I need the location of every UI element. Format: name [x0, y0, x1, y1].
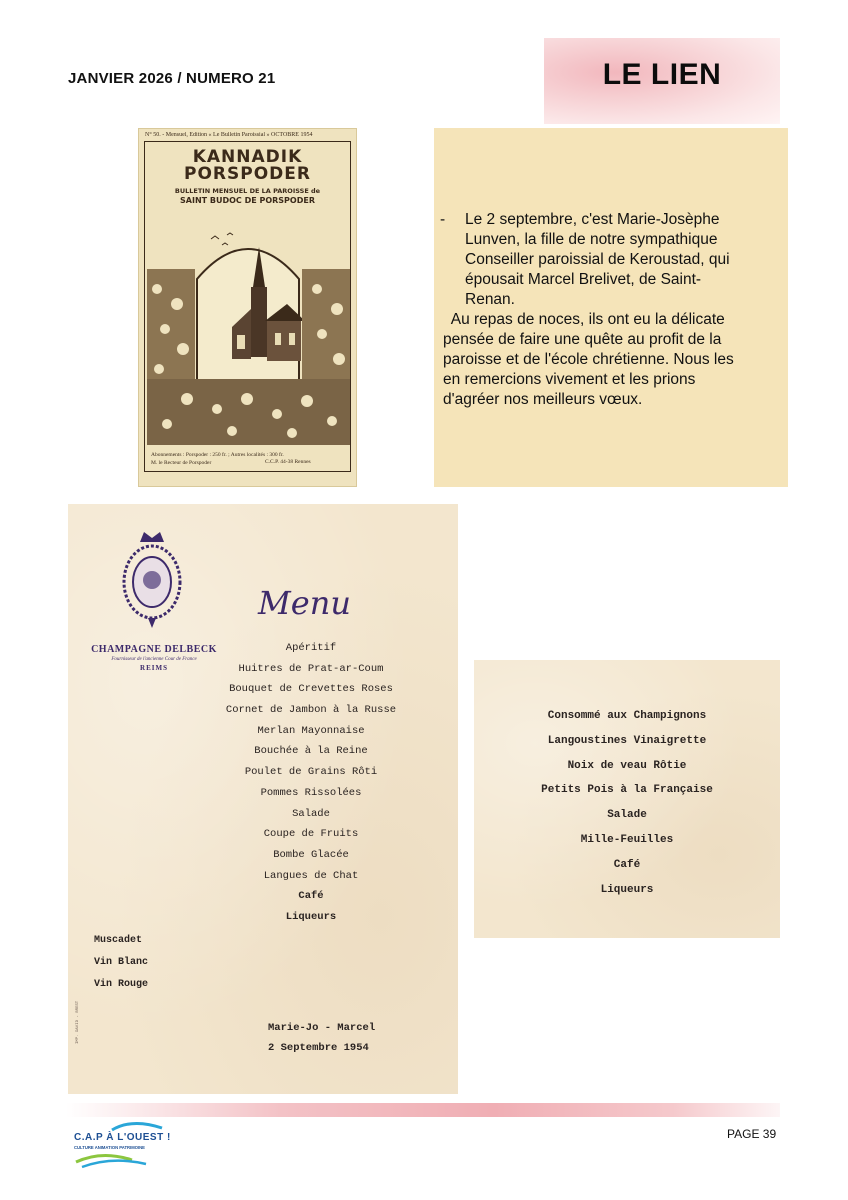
para-line: paroisse et de l'école chrétienne. Nous les — [443, 351, 734, 368]
menu2-courses — [474, 704, 780, 902]
wine-item: Vin Rouge — [94, 979, 149, 990]
birds-icon — [211, 233, 233, 245]
champagne-brand: CHAMPAGNE DELBECK — [91, 644, 217, 655]
church-illustration — [147, 209, 350, 445]
menu2-course: Liqueurs — [600, 883, 654, 896]
menu-course: Café — [298, 890, 324, 903]
cover-subscription: Abonnements : Porspoder : 250 fr. ; Autres localités : 300 fr. M. le Recteur de Porspoder — [151, 452, 284, 466]
cover-subtitle2: SAINT BUDOC DE PORSPODER — [180, 196, 315, 205]
page-number: PAGE 39 — [727, 1127, 777, 1141]
menu-course: Poulet de Grains Rôti — [244, 766, 378, 779]
menu-heading: Menu — [258, 584, 351, 622]
wine-item: Muscadet — [94, 935, 143, 946]
thanks-paragraph — [443, 310, 778, 410]
menu2-course: Café — [613, 858, 641, 871]
couple-names: Marie-Jo - Marcel — [268, 1022, 376, 1034]
logo-title: C.A.P À L'OUEST ! — [74, 1132, 171, 1143]
item-line: Conseiller paroissial de Keroustad, qui — [465, 251, 730, 268]
cap-logo — [72, 1120, 182, 1170]
menu-course: Bouquet de Crevettes Roses — [229, 683, 393, 696]
menu-course: Bombe Glacée — [273, 848, 349, 861]
menu-course: Merlan Mayonnaise — [257, 724, 365, 737]
para-line: pensée de faire une quête au profit de la — [443, 331, 722, 348]
menu-course: Coupe de Fruits — [263, 828, 359, 841]
menu2-course: Langoustines Vinaigrette — [547, 734, 707, 747]
item-line: Le 2 septembre, c'est Marie-Josèphe — [465, 211, 720, 228]
wine-item: Vin Blanc — [94, 957, 149, 968]
champagne-crest-icon — [120, 530, 184, 630]
cover-name-line1: KANNADIK — [192, 147, 303, 167]
item-line: Renan. — [465, 291, 515, 308]
footer-band — [66, 1103, 780, 1117]
menu-course: Cornet de Jambon à la Russe — [225, 704, 397, 717]
wedding-menu-card-continued — [474, 660, 780, 938]
menu-course: Apéritif — [285, 642, 337, 654]
printer-mark: IMP. DAVID - BREST — [76, 1000, 80, 1044]
champagne-city: REIMS — [140, 664, 168, 672]
menu2-course: Noix de veau Rôtie — [567, 759, 687, 772]
para-line: Au repas de noces, ils ont eu la délicate — [443, 311, 725, 328]
cover-subtitle1: BULLETIN MENSUEL DE LA PAROISSE de — [174, 187, 321, 195]
item-line: épousait Marcel Brelivet, de Saint- — [465, 271, 702, 288]
wine-list — [94, 930, 148, 996]
cover-name-line2: PORSPODER — [184, 164, 311, 184]
menu-course: Liqueurs — [285, 910, 337, 923]
menu-course: Salade — [292, 807, 330, 820]
wedding-menu-card — [68, 504, 458, 1094]
champagne-subtitle: Fournisseur de l'ancienne Cour de France — [111, 657, 197, 662]
menu2-course: Salade — [607, 809, 647, 822]
logo-subtitle: CULTURE ANIMATION PATRIMOINE — [74, 1145, 145, 1150]
cover-top-line: N° 50. - Mensuel, Edition « Le Bulletin Paroissial » OCTOBRE 1954 — [145, 132, 313, 138]
magazine-title: LE LIEN — [602, 58, 722, 91]
menu2-course: Mille-Feuilles — [580, 833, 674, 846]
wedding-item — [465, 210, 780, 310]
menu-course: Bouchée à la Reine — [254, 745, 368, 758]
article-panel — [434, 128, 788, 487]
menu2-course: Petits Pois à la Française — [541, 784, 713, 797]
para-line: en remercions vivement et les prions — [443, 371, 696, 388]
list-dash: - — [440, 211, 446, 228]
para-line: d'agréer nos meilleurs vœux. — [443, 391, 643, 408]
issue-label: JANVIER 2026 / NUMERO 21 — [68, 70, 276, 87]
menu-date: 2 Septembre 1954 — [268, 1042, 369, 1054]
menu-course: Huitres de Prat-ar-Coum — [238, 662, 384, 675]
menu-courses — [218, 638, 404, 928]
menu-course: Pommes Rissolées — [260, 786, 362, 799]
cover-ccp: C.C.P. 44-38 Rennes — [265, 459, 311, 465]
masthead — [544, 38, 780, 124]
menu2-course: Consommé aux Champignons — [547, 710, 707, 722]
menu-course: Langues de Chat — [263, 869, 359, 882]
item-line: Lunven, la fille de notre sympathique — [465, 231, 718, 248]
menu-signature — [268, 1018, 375, 1058]
bulletin-cover-image — [138, 128, 357, 487]
